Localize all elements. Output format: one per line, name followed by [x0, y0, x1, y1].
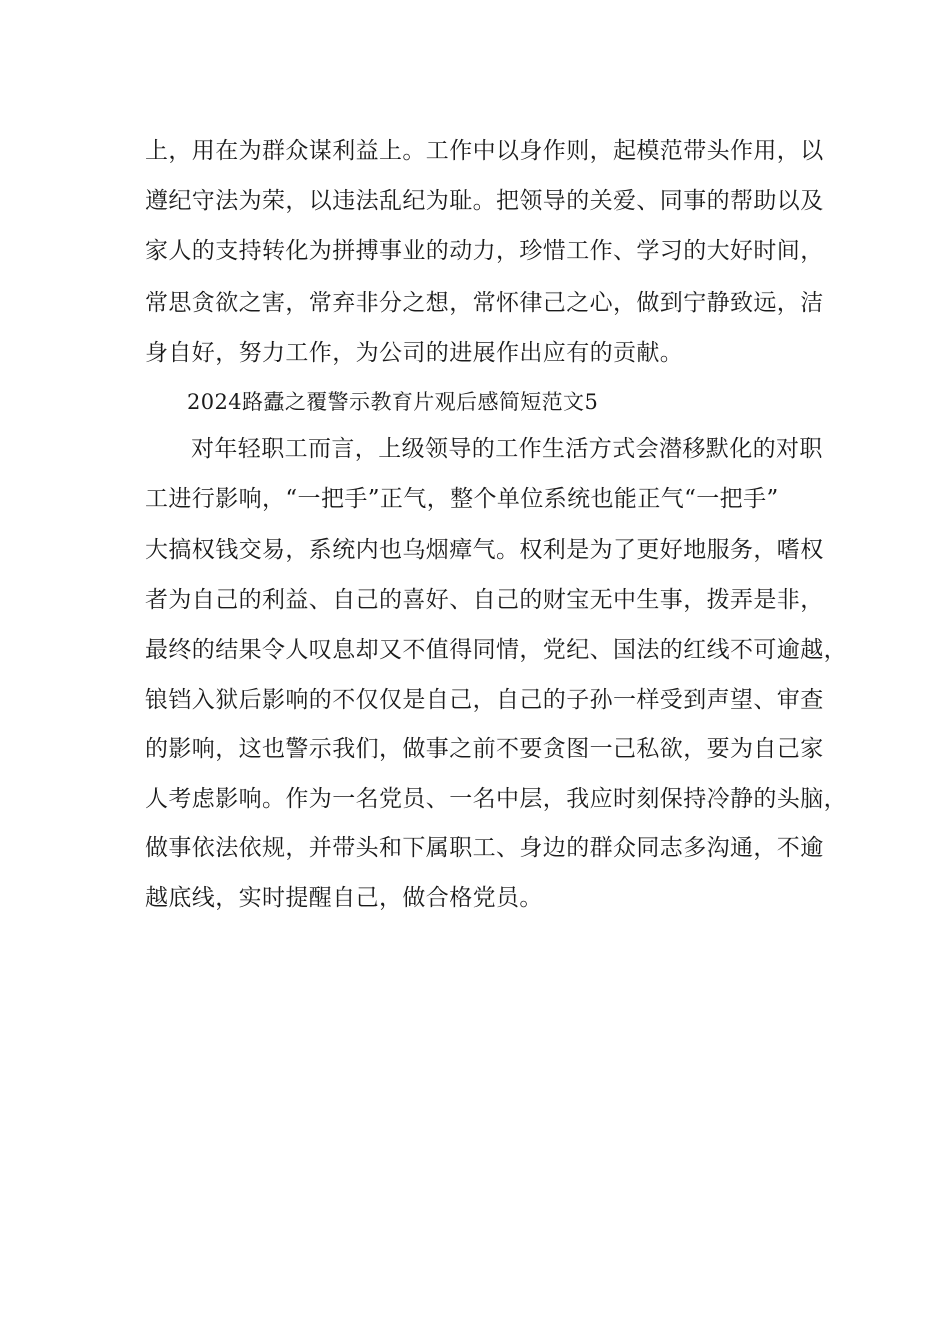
- paragraph-line: 常思贪欲之害，常弃非分之想，常怀律己之心，做到宁静致远，洁: [145, 290, 824, 316]
- paragraph-line: 锒铛入狱后影响的不仅仅是自己，自己的子孙一样受到声望、审查: [145, 687, 824, 713]
- paragraph-line: 做事依法依规，并带头和下属职工、身边的群众同志多沟通，不逾: [145, 835, 824, 861]
- paragraph-line: 对年轻职工而言，上级领导的工作生活方式会潜移默化的对职: [191, 436, 823, 462]
- paragraph-line: 大搞权钱交易，系统内也乌烟瘴气。权利是为了更好地服务，嗜权: [145, 537, 824, 563]
- paragraph-line: 的影响，这也警示我们，做事之前不要贪图一己私欲，要为自己家: [145, 736, 824, 762]
- paragraph-line: 遵纪守法为荣，以违法乱纪为耻。把领导的关爱、同事的帮助以及: [145, 188, 824, 214]
- paragraph-line: 越底线，实时提醒自己，做合格党员。: [145, 885, 543, 911]
- paragraph-line: 工进行影响，“一把手”正气，整个单位系统也能正气“一把手”: [145, 486, 779, 512]
- paragraph-line: 者为自己的利益、自己的喜好、自己的财宝无中生事，拨弄是非，: [145, 587, 824, 613]
- paragraph-line: 人考虑影响。作为一名党员、一名中层，我应时刻保持冷静的头脑，: [145, 786, 847, 812]
- paragraph-line: 家人的支持转化为拼搏事业的动力，珍惜工作、学习的大好时间，: [145, 238, 824, 264]
- section-heading: 2024路蠹之覆警示教育片观后感简短范文5: [187, 390, 599, 414]
- paragraph-line: 最终的结果令人叹息却又不值得同情，党纪、国法的红线不可逾越，: [145, 637, 847, 663]
- paragraph-line: 身自好，努力工作，为公司的进展作出应有的贡献。: [145, 340, 684, 366]
- paragraph-line: 上，用在为群众谋利益上。工作中以身作则，起模范带头作用，以: [145, 138, 824, 164]
